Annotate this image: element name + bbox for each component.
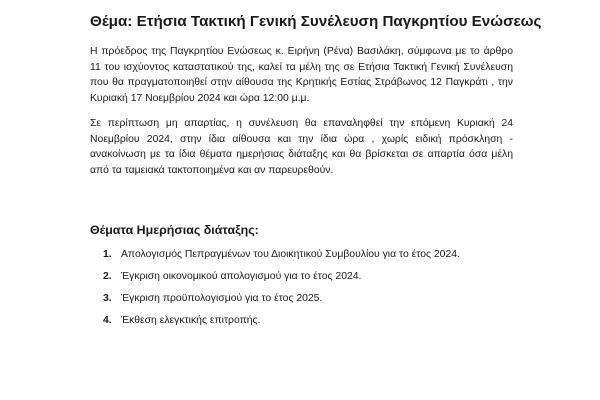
agenda-item-number: 2. [103,271,112,282]
document-page [90,12,542,336]
agenda-item-number: 1. [103,249,112,260]
invitation-paragraph: Η πρόεδρος της Παγκρητίου Ενώσεως κ. Ειρήνη (Ρένα) Βασιλάκη, σύμφωνα με το άρθρο 11 του ισχύοντος καταστατικού της, καλεί τα μέλη της σε Ετήσια Τακτική Γενική Συνέλευση που θα πραγματοποιηθεί στην αίθουσα της Κρητικής Εστίας Στράβωνος 12 Παγκράτι , την Κυριακή 17 Νοεμβρίου 2024 και ώρα 12:00 μ.μ. [90,46,513,104]
agenda-item [90,248,513,262]
agenda-item-number: 3. [103,293,112,304]
agenda-item-text: Απολογισμός Πεπραγμένων του Διοικητικού Συμβουλίου για το έτος 2024. [121,249,460,260]
agenda-item [90,314,513,328]
agenda-item-text: Έκθεση ελεγκτικής επιτροπής. [121,315,261,326]
agenda-title: Θέματα Ημερήσιας διάταξης: [90,223,259,237]
agenda-item-number: 4. [103,315,112,326]
agenda-item [90,270,513,284]
agenda-item [90,292,513,306]
agenda-item-text: Έγκριση προϋπολογισμού για το έτος 2025. [121,293,323,304]
agenda-item-text: Έγκριση οικονομικού απολογισμού για το έτος 2024. [121,271,362,282]
quorum-paragraph: Σε περίπτωση μη απαρτίας, η συνέλευση θα επαναληφθεί την επόμενη Κυριακή 24 Νοεμβρίου 2024, στην ίδια αίθουσα και την ίδια ώρα , χωρίς ειδική πρόσκληση - ανακοίνωση με τα ίδια θέματα ημερήσιας διάταξης και θα βρίσκεται σε απαρτία όσα μέλη από τα ταμειακά τακτοποιημένα και αν παρευρεθούν. [90,118,513,176]
document-title: Θέμα: Ετήσια Τακτική Γενική Συνέλευση Παγκρητίου Ενώσεως [90,13,542,30]
agenda-list [90,248,513,328]
